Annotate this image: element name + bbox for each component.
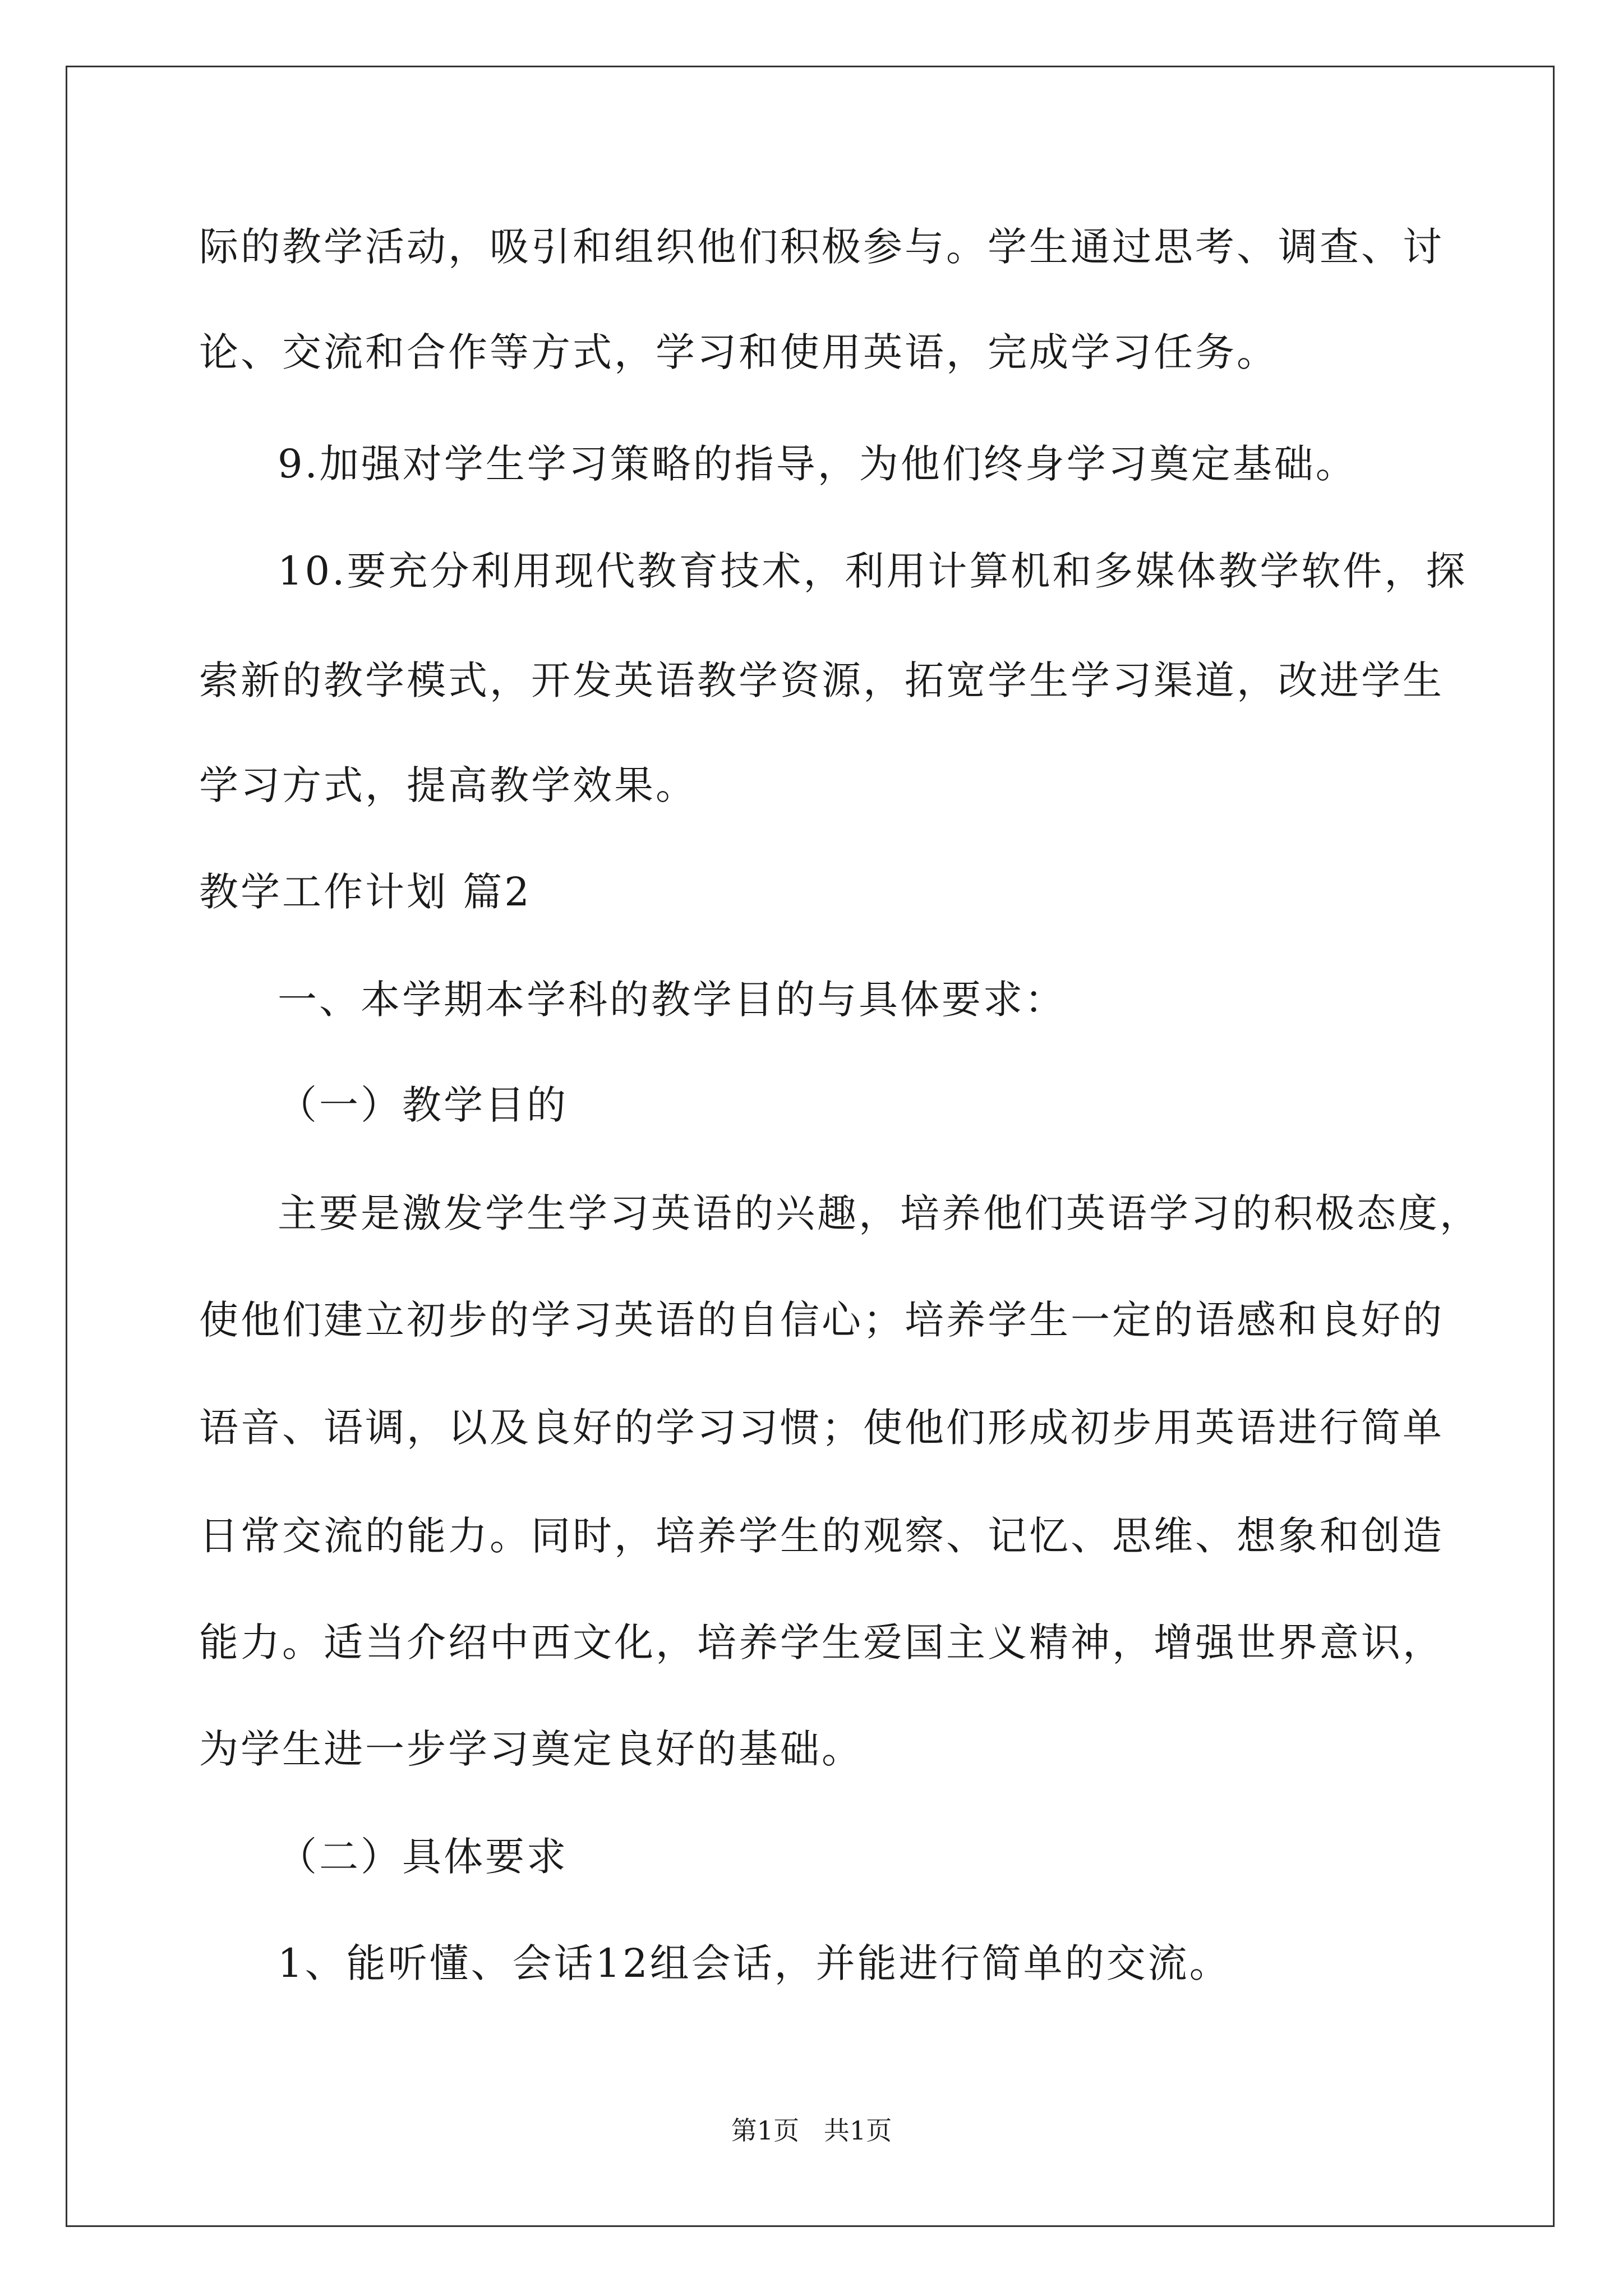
subsection-heading: （一）教学目的: [278, 1082, 568, 1128]
body-text-line: 使他们建立初步的学习英语的自信心；培养学生一定的语感和良好的: [199, 1297, 1444, 1343]
body-text-line: 主要是激发学生学习英语的兴趣，培养他们英语学习的积极态度，: [278, 1190, 1481, 1236]
body-text-line: 1、能听懂、会话12组会话，并能进行简单的交流。: [278, 1940, 1231, 1986]
page-border: [66, 66, 1555, 2227]
page-number-footer: 第1页 共1页: [731, 2115, 892, 2146]
body-text-line: 索新的教学模式，开发英语教学资源，拓宽学生学习渠道，改进学生: [199, 657, 1444, 703]
section-heading: 教学工作计划 篇2: [199, 869, 532, 915]
body-text-line: 语音、语调，以及良好的学习习惯；使他们形成初步用英语进行简单: [199, 1405, 1444, 1451]
body-text-line: 论、交流和合作等方式，学习和使用英语，完成学习任务。: [199, 329, 1278, 375]
body-text-line: 学习方式，提高教学效果。: [199, 762, 697, 808]
subsection-heading: （二）具体要求: [278, 1834, 568, 1880]
body-text-line: 一、本学期本学科的教学目的与具体要求：: [278, 977, 1066, 1023]
body-text-line: 能力。适当介绍中西文化，培养学生爱国主义精神，增强世界意识，: [199, 1619, 1444, 1665]
body-text-line: 日常交流的能力。同时，培养学生的观察、记忆、思维、想象和创造: [199, 1513, 1444, 1559]
body-text-line: 10.要充分利用现代教育技术，利用计算机和多媒体教学软件，探: [278, 548, 1468, 594]
body-text-line: 9.加强对学生学习策略的指导，为他们终身学习奠定基础。: [278, 441, 1357, 487]
body-text-line: 际的教学活动，吸引和组织他们积极参与。学生通过思考、调查、讨: [199, 224, 1444, 270]
body-text-line: 为学生进一步学习奠定良好的基础。: [199, 1726, 863, 1772]
